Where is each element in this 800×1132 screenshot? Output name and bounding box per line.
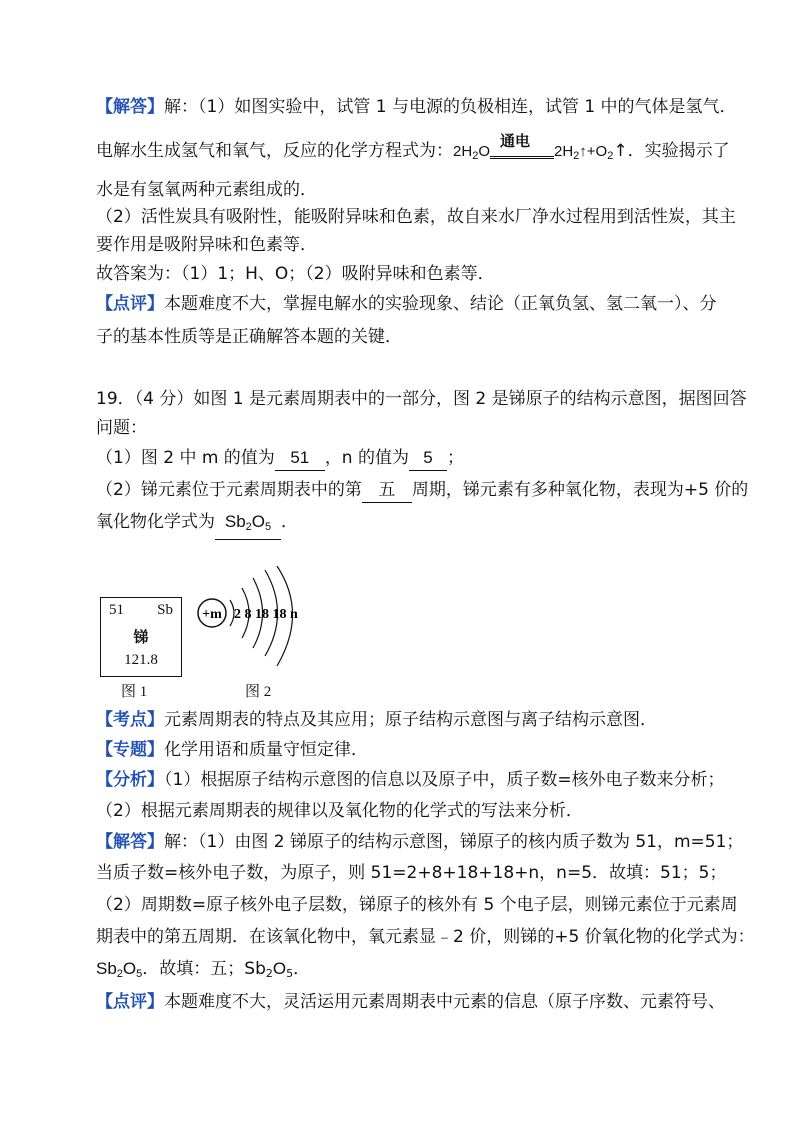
answer-blank-formula: $Sb_2O_5$ [215, 510, 281, 540]
dianping-tag: 【点评】 [96, 992, 164, 1012]
prev-answer-line3: 水是有氢氧两种元素组成的． [96, 180, 317, 200]
question-line1: 19．（4 分）如图 1 是元素周期表中的一部分，图 2 是锑原子的结构示意图，据图回答 [96, 389, 747, 409]
prev-answer-line5: 要作用是吸附异味和色素等． [96, 235, 317, 255]
fenxi-tag: 【分析】 [96, 770, 164, 790]
question-line2: 问题： [96, 418, 147, 438]
prev-comment-line1: 【点评】本题难度不大，掌握电解水的实验现象、结论（正氧负氢、氢二氧一）、分 [96, 294, 717, 314]
fenxi-line2: （2）根据元素周期表的规律以及氧化物的化学式的写法来分析． [96, 801, 583, 821]
question-part2: （2）锑元素位于元素周期表中的第 五 周期，锑元素有多种氧化物，表现为+5 价的 [96, 478, 748, 503]
zhuanti-tag: 【专题】 [96, 740, 164, 760]
prev-comment-tag: 【点评】 [96, 294, 164, 314]
answer-blank-m: 51 [275, 446, 325, 471]
atomic-mass: 121.8 [124, 652, 158, 668]
jieda-tag: 【解答】 [96, 832, 164, 852]
equation: $2H_2O$ 通电 $2H_2↑+O_2$ [453, 143, 613, 160]
zhuanti-line: 【专题】化学用语和质量守恒定律． [96, 740, 368, 760]
shell-electron-counts: 2 8 18 18 n [234, 607, 298, 622]
prev-answer-line4: （2）活性炭具有吸附性，能吸附异味和色素，故自来水厂净水过程用到活性炭，其主 [96, 207, 736, 227]
prev-comment-line2: 子的基本性质等是正确解答本题的关键． [96, 327, 402, 347]
atomic-number: 51 [109, 602, 124, 618]
question-part1: （1）图 2 中 m 的值为 51 ，n 的值为 5 ； [96, 446, 464, 471]
figure2-atom-diagram [190, 566, 315, 678]
element-symbol: Sb [157, 602, 173, 618]
prev-answer-line1: 【解答】解：（1）如图实验中，试管 1 与电源的负极相连，试管 1 中的气体是氢气． [96, 97, 737, 117]
figure1-caption: 图 1 [121, 684, 148, 700]
reaction-arrow: 通电 [490, 144, 554, 168]
kaodian-line: 【考点】元素周期表的特点及其应用；原子结构示意图与离子结构示意图． [96, 710, 657, 730]
jieda-line1: 【解答】解：（1）由图 2 锑原子的结构示意图，锑原子的核内质子数为 51，m=51； [96, 832, 744, 852]
element-name: 锑 [133, 630, 149, 646]
prev-answer-tag: 【解答】 [96, 97, 164, 117]
figure2-caption: 图 2 [245, 684, 272, 700]
answer-blank-n: 5 [409, 446, 447, 471]
jieda-line2: 当质子数=核外电子数，为原子，则 51=2+8+18+18+n，n=5．故填：51；5； [96, 863, 727, 883]
kaodian-tag: 【考点】 [96, 710, 164, 730]
jieda-line3: （2）周期数=原子核外电子层数，锑原子的核外有 5 个电子层，则锑元素位于元素周 [96, 895, 738, 915]
figure1-element-cell [100, 597, 182, 677]
dianping-line: 【点评】本题难度不大，灵活运用元素周期表中元素的信息（原子序数、元素符号、 [96, 992, 725, 1012]
nucleus-label: +m [202, 607, 222, 622]
jieda-line4: 期表中的第五周期．在该氧化物中，氧元素显﹣2 价，则锑的+5 价氧化物的化学式为： [96, 927, 755, 947]
fenxi-line1: 【分析】（1）根据原子结构示意图的信息以及原子中，质子数=核外电子数来分析； [96, 770, 725, 790]
answer-blank-period: 五 [362, 478, 412, 503]
jieda-line5: $Sb_2O_5$．故填：五；$Sb_2O_5$． [96, 959, 311, 980]
prev-answer-line6: 故答案为：（1）1；H、O；（2）吸附异味和色素等． [96, 264, 495, 284]
question-part2-cont: 氧化物化学式为 $Sb_2O_5$ ． [96, 510, 298, 540]
prev-answer-line2: 电解水生成氢气和氧气，反应的化学方程式为：$2H_2O$ 通电 $2H_2↑+O_2↑$．实验揭示了 [96, 139, 730, 168]
